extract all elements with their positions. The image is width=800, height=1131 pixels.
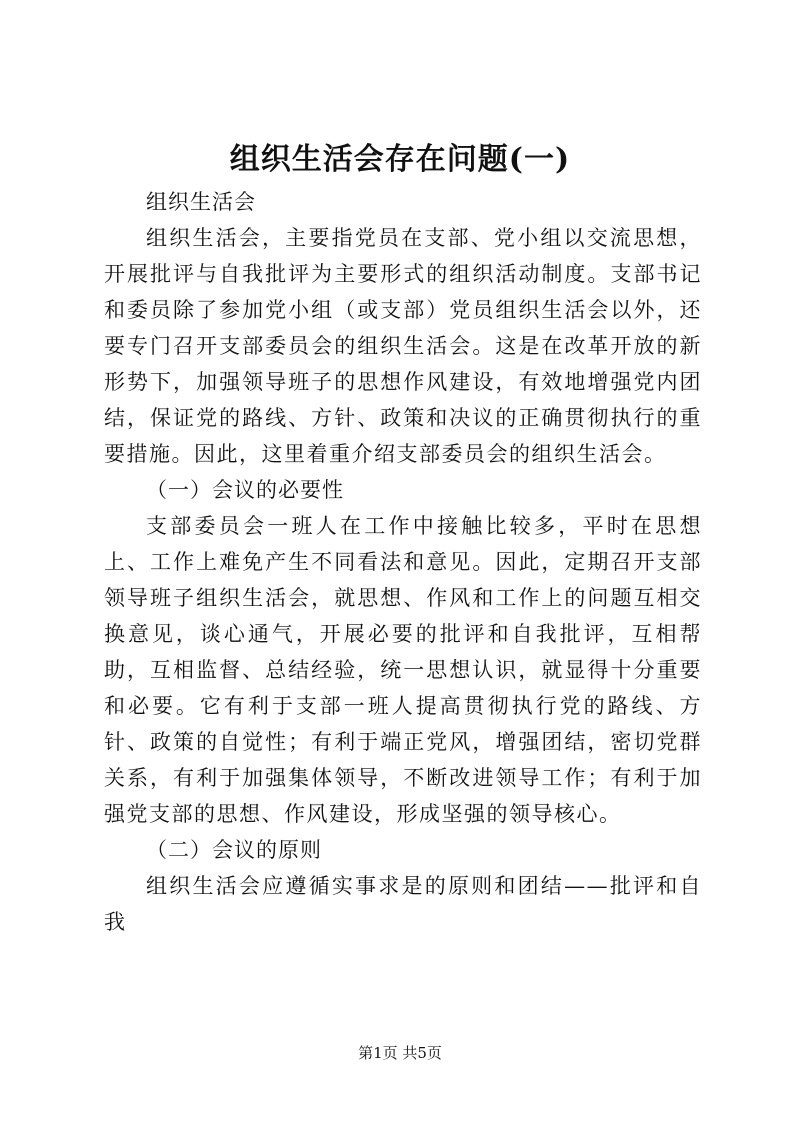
section-heading-principles: （二）会议的原则 xyxy=(146,838,322,862)
paragraph-intro: 组织生活会，主要指党员在支部、党小组以交流思想，开展批评与自我批评为主要形式的组织活动制度。支部书记和委员除了参加党小组（或支部）党员组织生活会以外，还要专门召开支部委员会的组织生活会。这是在改革开放的新形势下，加强领导班子的思想作风建设，有效地增强党内团结，保证党的路线、方针、政策和决议的正确贯彻执行的重要措施。因此，这里着重介绍支部委员会的组织生活会。 xyxy=(104,226,702,466)
paragraph-principles: 组织生活会应遵循实事求是的原则和团结——批评和自我 xyxy=(104,874,702,934)
paragraph-necessity: 支部委员会一班人在工作中接触比较多，平时在思想上、工作上难免产生不同看法和意见。因此，定期召开支部领导班子组织生活会，就思想、作风和工作上的问题互相交换意见，谈心通气，开展必要的批评和自我批评，互相帮助，互相监督、总结经验，统一思想认识，就显得十分重要和必要。它有利于支部一班人提高贯彻执行党的路线、方针、政策的自觉性；有利于端正党风，增强团结，密切党群关系，有利于加强集体领导，不断改进领导工作；有利于加强党支部的思想、作风建设，形成坚强的领导核心。 xyxy=(104,514,702,826)
document-body xyxy=(104,184,702,940)
section-subtitle: 组织生活会 xyxy=(146,190,256,214)
section-heading-necessity: （一）会议的必要性 xyxy=(146,478,344,502)
document-title: 组织生活会存在问题(一) xyxy=(229,142,571,177)
page-number-footer: 第1页 共5页 xyxy=(358,1044,442,1062)
